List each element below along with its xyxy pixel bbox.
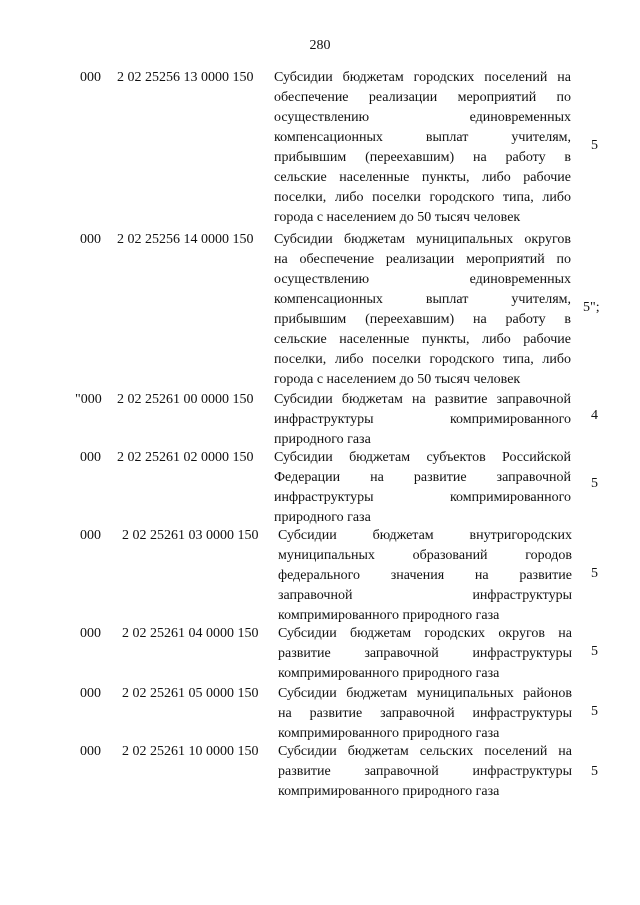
admin-code: 000	[80, 686, 101, 701]
income-description: Субсидии бюджетам на развитие заправочной инфраструктуры компримированного природного газа	[274, 392, 571, 447]
distribution-standard: 5	[591, 644, 598, 659]
budget-classification-code: 2 02 25261 03 0000 150	[122, 528, 259, 543]
admin-code: 000	[80, 232, 101, 247]
admin-code: 000	[80, 744, 101, 759]
budget-classification-code: 2 02 25261 00 0000 150	[117, 392, 254, 407]
distribution-standard: 5	[591, 138, 598, 153]
income-description: Субсидии бюджетам муниципальных районов на развитие заправочной инфраструктуры компримированного природного газа	[278, 686, 572, 741]
distribution-standard: 5	[591, 704, 598, 719]
income-description: Субсидии бюджетам муниципальных округов на обеспечение реализации мероприятий по осуществлению единовременных компенсационных выплат учителям, прибывшим (переехавшим) на работу в сельские населенные пункты, либо рабочие поселки, либо поселки городского типа, либо города с населением до 50 тысяч человек	[274, 232, 571, 387]
income-description: Субсидии бюджетам сельских поселений на развитие заправочной инфраструктуры компримированного природного газа	[278, 744, 572, 799]
budget-classification-code: 2 02 25256 14 0000 150	[117, 232, 254, 247]
income-description: Субсидии бюджетам городских округов на развитие заправочной инфраструктуры компримированного природного газа	[278, 626, 572, 681]
admin-code: 000	[80, 626, 101, 641]
distribution-standard: 5	[591, 566, 598, 581]
income-description: Субсидии бюджетам субъектов Российской Федерации на развитие заправочной инфраструктуры компримированного природного газа	[274, 450, 571, 525]
admin-code: "000	[75, 392, 102, 407]
income-description: Субсидии бюджетам внутригородских муниципальных образований городов федерального значения на развитие заправочной инфраструктуры компримированного природного газа	[278, 528, 572, 623]
budget-classification-code: 2 02 25261 05 0000 150	[122, 686, 259, 701]
admin-code: 000	[80, 70, 101, 85]
admin-code: 000	[80, 528, 101, 543]
budget-classification-code: 2 02 25261 04 0000 150	[122, 626, 259, 641]
distribution-standard: 4	[591, 408, 598, 423]
distribution-standard: 5	[591, 476, 598, 491]
income-description: Субсидии бюджетам городских поселений на обеспечение реализации мероприятий по осуществлению единовременных компенсационных выплат учителям, прибывшим (переехавшим) на работу в сельские населенные пункты, либо рабочие поселки, либо поселки городского типа, либо города с населением до 50 тысяч человек	[274, 70, 571, 225]
distribution-standard: 5	[591, 764, 598, 779]
admin-code: 000	[80, 450, 101, 465]
distribution-standard: 5";	[583, 300, 600, 315]
budget-classification-code: 2 02 25256 13 0000 150	[117, 70, 254, 85]
page-number: 280	[309, 38, 331, 53]
budget-classification-code: 2 02 25261 10 0000 150	[122, 744, 259, 759]
budget-classification-code: 2 02 25261 02 0000 150	[117, 450, 254, 465]
